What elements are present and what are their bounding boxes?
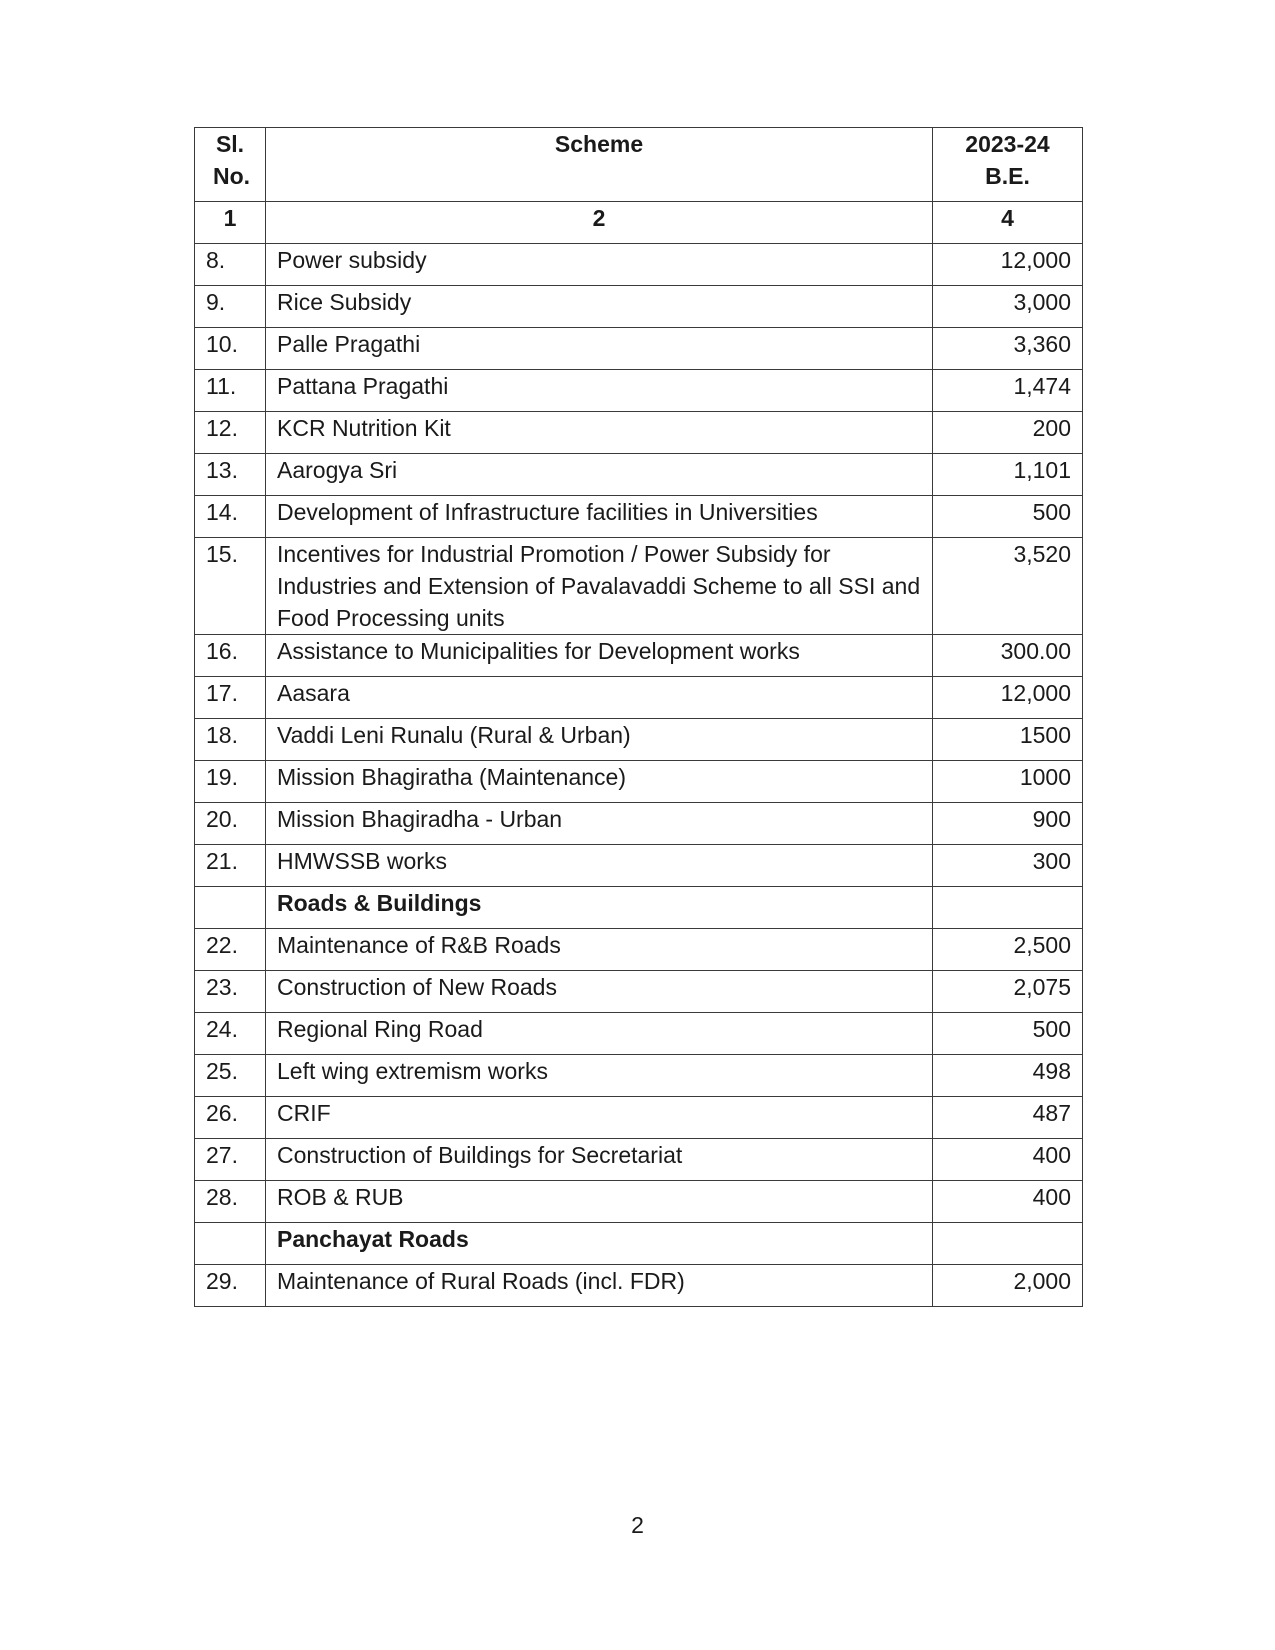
amount-cell: 300.00: [933, 635, 1083, 677]
table-row: [195, 370, 1083, 412]
sl-no-cell: 22.: [195, 929, 266, 971]
table-row: [195, 761, 1083, 803]
section-heading: Panchayat Roads: [266, 1223, 933, 1265]
scheme-cell: Mission Bhagiradha - Urban: [266, 803, 933, 845]
page-number: 2: [631, 1512, 644, 1538]
amount-cell: 487: [933, 1097, 1083, 1139]
scheme-cell: KCR Nutrition Kit: [266, 412, 933, 454]
column-number-amount: 4: [933, 202, 1083, 244]
sl-no-cell: 18.: [195, 719, 266, 761]
table-row: [195, 244, 1083, 286]
sl-no-cell: [195, 1223, 266, 1265]
amount-cell: 500: [933, 496, 1083, 538]
column-number-row: [195, 202, 1083, 244]
table-row: [195, 845, 1083, 887]
table-row: [195, 719, 1083, 761]
scheme-cell: CRIF: [266, 1097, 933, 1139]
table-row: [195, 677, 1083, 719]
sl-no-cell: 17.: [195, 677, 266, 719]
scheme-cell: Incentives for Industrial Promotion / Power Subsidy for Industries and Extension of Pavalavaddi Scheme to all SSI and Food Processing units: [266, 538, 933, 635]
amount-cell: 1000: [933, 761, 1083, 803]
amount-cell: 3,000: [933, 286, 1083, 328]
column-number-sl: 1: [195, 202, 266, 244]
table-row: [195, 635, 1083, 677]
sl-no-cell: 9.: [195, 286, 266, 328]
scheme-cell: ROB & RUB: [266, 1181, 933, 1223]
section-heading: Roads & Buildings: [266, 887, 933, 929]
header-amount: 2023-24 B.E.: [933, 128, 1083, 202]
amount-cell: 900: [933, 803, 1083, 845]
table-row: [195, 1265, 1083, 1307]
table-row: [195, 538, 1083, 635]
header-scheme: Scheme: [266, 128, 933, 202]
amount-cell: 200: [933, 412, 1083, 454]
sl-no-cell: 12.: [195, 412, 266, 454]
scheme-cell: Development of Infrastructure facilities in Universities: [266, 496, 933, 538]
section-row: [195, 1223, 1083, 1265]
scheme-cell: Aarogya Sri: [266, 454, 933, 496]
sl-no-cell: 8.: [195, 244, 266, 286]
scheme-cell: Vaddi Leni Runalu (Rural & Urban): [266, 719, 933, 761]
sl-no-cell: [195, 887, 266, 929]
amount-cell: 500: [933, 1013, 1083, 1055]
sl-no-cell: 20.: [195, 803, 266, 845]
sl-no-cell: 14.: [195, 496, 266, 538]
scheme-cell: Power subsidy: [266, 244, 933, 286]
sl-no-cell: 13.: [195, 454, 266, 496]
amount-cell: 1500: [933, 719, 1083, 761]
scheme-cell: Construction of Buildings for Secretariat: [266, 1139, 933, 1181]
table-body: [195, 244, 1083, 1307]
scheme-cell: Maintenance of R&B Roads: [266, 929, 933, 971]
amount-cell: 300: [933, 845, 1083, 887]
scheme-cell: Pattana Pragathi: [266, 370, 933, 412]
sl-no-cell: 28.: [195, 1181, 266, 1223]
sl-no-cell: 19.: [195, 761, 266, 803]
table-row: [195, 1139, 1083, 1181]
table-row: [195, 803, 1083, 845]
amount-cell: 2,000: [933, 1265, 1083, 1307]
table-row: [195, 1055, 1083, 1097]
table-row: [195, 286, 1083, 328]
amount-cell: 498: [933, 1055, 1083, 1097]
table-row: [195, 929, 1083, 971]
amount-cell: 400: [933, 1139, 1083, 1181]
sl-no-cell: 21.: [195, 845, 266, 887]
column-number-scheme: 2: [266, 202, 933, 244]
table-row: [195, 412, 1083, 454]
table-row: [195, 1181, 1083, 1223]
amount-cell: 2,500: [933, 929, 1083, 971]
scheme-cell: Maintenance of Rural Roads (incl. FDR): [266, 1265, 933, 1307]
sl-no-cell: 25.: [195, 1055, 266, 1097]
scheme-cell: Palle Pragathi: [266, 328, 933, 370]
section-row: [195, 887, 1083, 929]
table-header-row: [195, 128, 1083, 202]
sl-no-cell: 27.: [195, 1139, 266, 1181]
amount-cell: 400: [933, 1181, 1083, 1223]
amount-cell: [933, 1223, 1083, 1265]
scheme-cell: Rice Subsidy: [266, 286, 933, 328]
table-row: [195, 328, 1083, 370]
amount-cell: 1,101: [933, 454, 1083, 496]
table-row: [195, 496, 1083, 538]
amount-cell: 3,360: [933, 328, 1083, 370]
sl-no-cell: 23.: [195, 971, 266, 1013]
amount-cell: 1,474: [933, 370, 1083, 412]
sl-no-cell: 15.: [195, 538, 266, 635]
amount-cell: 3,520: [933, 538, 1083, 635]
amount-cell: 12,000: [933, 244, 1083, 286]
amount-cell: [933, 887, 1083, 929]
scheme-cell: Left wing extremism works: [266, 1055, 933, 1097]
scheme-cell: Construction of New Roads: [266, 971, 933, 1013]
scheme-cell: Assistance to Municipalities for Development works: [266, 635, 933, 677]
table-row: [195, 971, 1083, 1013]
amount-cell: 2,075: [933, 971, 1083, 1013]
schemes-table: [194, 127, 1083, 1307]
sl-no-cell: 26.: [195, 1097, 266, 1139]
table-row: [195, 1097, 1083, 1139]
scheme-cell: HMWSSB works: [266, 845, 933, 887]
sl-no-cell: 10.: [195, 328, 266, 370]
table-row: [195, 454, 1083, 496]
scheme-cell: Regional Ring Road: [266, 1013, 933, 1055]
scheme-cell: Mission Bhagiratha (Maintenance): [266, 761, 933, 803]
amount-cell: 12,000: [933, 677, 1083, 719]
sl-no-cell: 11.: [195, 370, 266, 412]
sl-no-cell: 16.: [195, 635, 266, 677]
sl-no-cell: 24.: [195, 1013, 266, 1055]
scheme-cell: Aasara: [266, 677, 933, 719]
sl-no-cell: 29.: [195, 1265, 266, 1307]
table-row: [195, 1013, 1083, 1055]
header-sl-no: Sl. No.: [195, 128, 266, 202]
